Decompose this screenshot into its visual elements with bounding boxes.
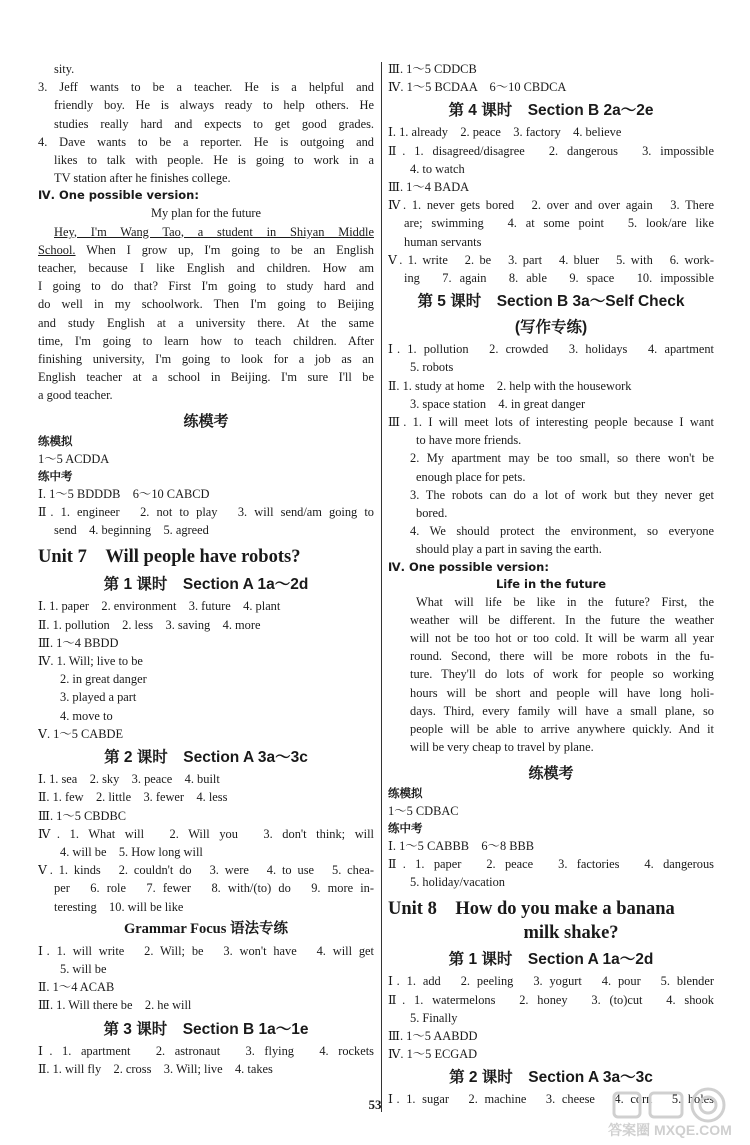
answer-line: Ⅳ. 1. Will; live to be	[38, 654, 143, 669]
text-line: hours will be short and people will have long holi-	[410, 685, 714, 700]
answer-line: Ⅳ. 1～5 BCDAA 6～10 CBDCA	[388, 80, 567, 95]
answer-line: 4. move to	[60, 708, 113, 723]
answer-line: 5. holiday/vacation	[410, 875, 505, 890]
answer-line: are; swimming 4. at some point 5. look/are like	[404, 216, 714, 231]
text-line	[38, 241, 374, 259]
text-line: people will be able to arrive anywhere quickly. And it	[410, 722, 714, 737]
answer-line: Ⅱ. 1. paper 2. peace 3. factories 4. dangerous	[388, 856, 714, 871]
answer-line: Ⅳ. 1. never gets bored 2. over and over again 3. There	[388, 198, 714, 213]
underlined-text: School.	[38, 242, 76, 257]
text-line: teacher, because I like English and children. How am	[38, 261, 374, 276]
answer-line: 5. robots	[410, 360, 454, 375]
lesson-heading: 第 4 课时 Section B 2a～2e	[448, 102, 654, 120]
answer-line: Ⅰ. 1. sea 2. sky 3. peace 4. built	[38, 772, 220, 787]
answer-line: Ⅲ. 1. Will there be 2. he will	[38, 998, 192, 1013]
answer-line: Ⅱ. 1. watermelons 2. honey 3. (to)cut 4. shook	[388, 992, 714, 1007]
text-line: What will life be like in the future? First, the	[416, 594, 714, 609]
answer-line: Ⅲ. 1～4 BADA	[388, 180, 470, 195]
lesson-heading: 第 3 课时 Section B 1a～1e	[103, 1020, 309, 1038]
subsection-label: 练中考	[38, 468, 73, 483]
section-heading: 练模考	[183, 411, 229, 430]
text-line: will be very cheap to travel by plane.	[410, 740, 594, 755]
column-divider	[381, 62, 382, 1112]
answer-line: 4. We should protect the environment, so everyone	[410, 524, 714, 539]
answer-line: 3. played a part	[60, 690, 137, 705]
text-line: finishing university, I'm going to look for a job as an	[38, 352, 374, 367]
answer-line: Ⅰ. 1. will write 2. Will; be 3. won't have 4. will get	[38, 943, 374, 958]
grammar-focus-heading: Grammar Focus 语法专练	[123, 920, 289, 937]
answer-line: 5. Finally	[410, 1010, 458, 1025]
answer-line: 1～5 ACDDA	[38, 451, 110, 466]
text-line: 3. Jeff wants to be a teacher. He is a helpful and	[38, 80, 374, 95]
text-line: and study English at a university there. At the same	[38, 315, 374, 330]
subsection-label: 练中考	[388, 820, 423, 835]
answer-line: Ⅰ. 1. sugar 2. machine 3. cheese 4. corn 5. holes	[388, 1092, 714, 1107]
section-heading: 练模考	[528, 763, 574, 782]
answer-line: Ⅲ. 1～5 CBDBC	[38, 808, 127, 823]
text-line: 4. Dave wants to be a reporter. He is outgoing and	[38, 134, 374, 149]
unit-title-cont: milk shake?	[523, 923, 619, 944]
text-line: days. Third, every family will have a small plane, so	[410, 703, 714, 718]
answer-line: Ⅱ. 1. engineer 2. not to play 3. will send/am going to	[38, 505, 374, 520]
answer-line: Ⅲ. 1～5 AABDD	[388, 1028, 478, 1043]
text-line: time, I'm going to learn how to teach children. After	[38, 333, 374, 348]
text-line: will not be too hot or too cold. It will be warm all year	[410, 631, 714, 646]
answer-line: should play a part in saving the earth.	[416, 542, 602, 557]
text-line: TV station after he finishes college.	[54, 171, 231, 186]
answer-line: 1～5 CDBAC	[388, 803, 459, 818]
answer-line: Ⅲ. 1～4 BBDD	[38, 635, 119, 650]
watermark-text: 答案圈 MXQE.COM	[608, 1122, 732, 1138]
lesson-heading: 第 2 课时 Section A 3a～3c	[104, 749, 308, 767]
answer-line: human servants	[404, 234, 482, 249]
answer-line: Ⅰ. 1. paper 2. environment 3. future 4. plant	[38, 599, 281, 614]
answer-line: enough place for pets.	[416, 469, 526, 484]
answer-line: Ⅱ. 1. pollution 2. less 3. saving 4. more	[38, 617, 261, 632]
answer-line: Ⅱ. 1. few 2. little 3. fewer 4. less	[38, 790, 228, 805]
answer-line: Ⅱ. 1～4 ACAB	[38, 980, 115, 995]
answer-line: Ⅲ. 1～5 CDDCB	[388, 62, 477, 76]
answer-line: 5. will be	[60, 961, 107, 976]
answer-line: Ⅴ. 1～5 CABDE	[38, 726, 124, 741]
answer-line: 3. space station 4. in great danger	[410, 396, 586, 411]
text-line: English teacher at a school in Beijing. I'm sure I'll be	[38, 370, 374, 385]
text-line: round. Second, there will be more robots in the fu-	[410, 649, 714, 664]
text-line: I going to do that? First I'm going to study hard and	[38, 279, 374, 294]
answer-line: Ⅰ. 1. already 2. peace 3. factory 4. believe	[388, 125, 622, 140]
answer-line: 4. to watch	[410, 161, 465, 176]
answer-line: to have more friends.	[416, 433, 522, 448]
answer-line: Ⅰ. 1～5 BDDDB 6～10 CABCD	[38, 486, 210, 501]
lesson-heading: 第 5 课时 Section B 3a～Self Check	[417, 293, 685, 311]
text-span: When I grow up, I'm going to be an English	[75, 242, 374, 257]
essay-title: Life in the future	[495, 576, 607, 591]
text-line: sity.	[54, 62, 75, 76]
answer-line: send 4. beginning 5. agreed	[54, 523, 209, 538]
essay-title: My plan for the future	[150, 206, 262, 221]
text-line: studies really hard and expects to get good grades.	[54, 116, 374, 131]
answer-line: 4. will be 5. How long will	[60, 844, 203, 859]
answer-line: Ⅰ. 1～5 CABBB 6～8 BBB	[388, 838, 535, 853]
text-line: a good teacher.	[38, 388, 113, 403]
answer-line: Ⅰ. 1. pollution 2. crowded 3. holidays 4. apartment	[388, 342, 714, 357]
answer-line: 2. in great danger	[60, 672, 147, 687]
text-line: ture. They'll do lots of work for people so working	[410, 667, 714, 682]
right-column	[388, 60, 714, 1109]
lesson-subheading: (写作专练)	[514, 319, 588, 337]
subsection-label: 练模拟	[388, 785, 423, 800]
page-number: 53	[368, 1097, 382, 1112]
answer-line: per 6. role 7. fewer 8. with/(to) do 9. more in-	[54, 881, 374, 896]
unit-title: Unit 8 How do you make a banana	[388, 899, 675, 920]
answer-line: 2. My apartment may be too small, so there won't be	[410, 451, 714, 466]
text-line: Hey, I'm Wang Tao, a student in Shiyan Middle	[54, 224, 374, 239]
lesson-heading: 第 2 课时 Section A 3a～3c	[449, 1069, 653, 1087]
unit-title: Unit 7 Will people have robots?	[38, 547, 301, 568]
answer-line: Ⅴ. 1. kinds 2. couldn't do 3. were 4. to use 5. chea-	[38, 863, 374, 878]
answer-line: Ⅰ. 1. add 2. peeling 3. yogurt 4. pour 5. blender	[388, 974, 714, 989]
text-line: likes to talk with people. He is going to work in a	[54, 153, 374, 168]
answer-line: Ⅳ. 1. What will 2. Will you 3. don't think; will	[38, 826, 374, 841]
answer-line: ing 7. again 8. able 9. space 10. impossible	[404, 271, 714, 286]
answer-line: Ⅰ. 1. apartment 2. astronaut 3. flying 4. rockets	[38, 1043, 374, 1058]
answer-line: Ⅱ. 1. study at home 2. help with the housework	[388, 378, 632, 393]
answer-line: Ⅳ. 1～5 ECGAD	[388, 1047, 478, 1062]
answer-line: teresting 10. will be like	[54, 899, 184, 914]
text-line: do well in my schoolwork. Then I'm going to Beijing	[38, 297, 374, 312]
watermark-logo-icon	[600, 1085, 740, 1140]
section-label: Ⅳ. One possible version:	[38, 188, 199, 203]
lesson-heading: 第 1 课时 Section A 1a～2d	[103, 576, 309, 594]
answer-line: Ⅱ. 1. will fly 2. cross 3. Will; live 4. takes	[38, 1061, 273, 1076]
section-label: Ⅳ. One possible version:	[388, 559, 549, 574]
answer-line: Ⅱ. 1. disagreed/disagree 2. dangerous 3. impossible	[388, 143, 714, 158]
text-line: weather will be different. In the future the weather	[410, 612, 714, 627]
answer-line: Ⅲ. 1. I will meet lots of interesting people because I want	[388, 415, 714, 430]
subsection-label: 练模拟	[38, 433, 73, 448]
answer-line: Ⅴ. 1. write 2. be 3. part 4. bluer 5. with 6. work-	[388, 252, 714, 267]
lesson-heading: 第 1 课时 Section A 1a～2d	[448, 951, 654, 969]
answer-line: bored.	[416, 506, 448, 521]
left-column	[38, 60, 374, 1078]
answer-line: 3. The robots can do a lot of work but they never get	[410, 487, 714, 502]
text-line: friendly boy. He is always ready to help others. He	[54, 98, 374, 113]
